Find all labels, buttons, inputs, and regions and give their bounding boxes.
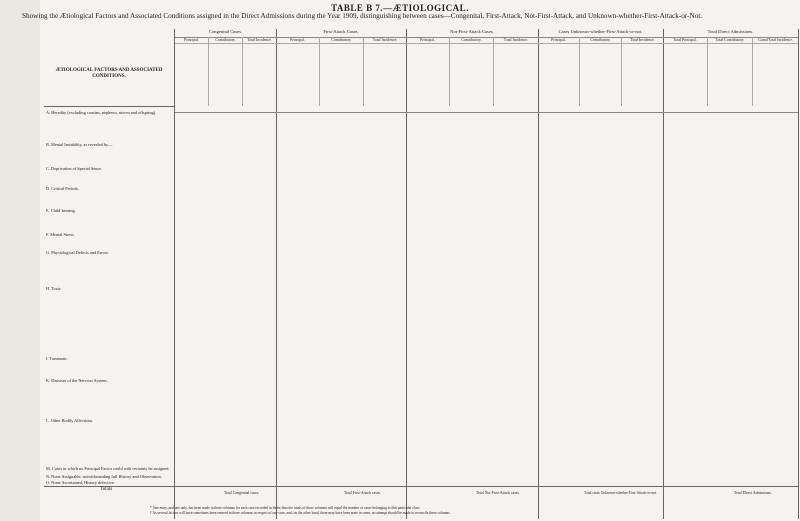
section-label: A. Heredity (excluding cousins, nephews, nieces and offspring).	[46, 110, 157, 115]
mft-row	[406, 106, 538, 113]
sub-label: Principal.	[175, 37, 208, 44]
mft-row	[175, 106, 276, 113]
row-header-label: ÆTIOLOGICAL FACTORS AND ASSOCIATED CONDITIONS.	[55, 68, 163, 79]
sub-contributory	[450, 37, 494, 106]
group-unknown	[538, 29, 664, 519]
footnote: † As several factors will have sometimes been entered in these columns in respect of one case, and, on the other hand, there may have been none in some, no attempt should be made to reconcile these columns.	[150, 511, 451, 515]
group-first-attack	[276, 29, 407, 519]
total-not-first-attack-label: Total Not-First-Attack cases.	[476, 491, 520, 495]
section-label: K. Diseases of the Nervous System.	[46, 378, 108, 383]
row-header	[44, 36, 175, 107]
sub-total	[622, 37, 663, 106]
sub-contributory	[708, 37, 753, 106]
table-title: TABLE B 7.—ÆTIOLOGICAL.	[331, 3, 469, 13]
mft-row	[276, 106, 406, 113]
sub-principal	[175, 37, 209, 106]
group-total-direct	[663, 29, 799, 519]
sub-contributory	[580, 37, 622, 106]
sub-label: Total Incidence.	[494, 37, 538, 44]
sub-label: Contributory.	[580, 37, 621, 44]
group-label: First-Attack Cases.	[276, 29, 406, 38]
sub-total	[753, 37, 798, 106]
table-subtitle: Showing the Ætiological Factors and Associated Conditions assigned in the Direct Admissions during the Year 1909, distinguishing between cases—Congenital, First-Attack, Not-First-Attack, and Unknown-whether-First-Attack-or-Not.	[22, 12, 703, 20]
sub-label: Total Contributory.	[708, 37, 752, 44]
section-label: C. Deprivation of Special Sense.	[46, 166, 103, 171]
section-label: I. Traumatic.	[46, 356, 69, 361]
mft-row	[538, 106, 663, 113]
sub-label: Total Principal.	[663, 37, 707, 44]
section-label: B. Mental Instability, as revealed by—	[46, 142, 113, 147]
group-not-first-attack	[406, 29, 539, 519]
sub-label: Grand Total Incidence.	[753, 37, 798, 44]
data-grid	[174, 29, 799, 519]
sub-label: Contributory.	[320, 37, 363, 44]
sub-contributory	[320, 37, 364, 106]
sub-label: Principal.	[276, 37, 319, 44]
group-label: Congenital Cases.	[175, 29, 276, 38]
sub-principal	[406, 37, 450, 106]
sub-principal	[663, 37, 708, 106]
sub-total	[364, 37, 406, 106]
sub-label: Principal.	[538, 37, 579, 44]
sub-label: Principal.	[406, 37, 449, 44]
totals-label: Totals	[100, 487, 113, 492]
sub-label: Total Incidence.	[622, 37, 663, 44]
section-label: D. Critical Periods.	[46, 186, 80, 191]
sub-contributory	[209, 37, 243, 106]
mft-row	[663, 106, 798, 113]
sub-total	[243, 37, 276, 106]
page-gutter	[0, 0, 40, 521]
sub-label: Total Incidence.	[243, 37, 276, 44]
sub-label: Contributory.	[209, 37, 242, 44]
section-label: F. Mental Stress.	[46, 232, 75, 237]
total-first-attack-label: Total First-Attack cases.	[344, 491, 381, 495]
total-congenital-label: Total Congenital cases.	[224, 491, 260, 495]
sub-label: Total Incidence.	[364, 37, 406, 44]
sub-principal	[538, 37, 580, 106]
group-label: Cases Unknown-whether-First-Attack-or-not.	[538, 29, 663, 38]
section-label: G. Physiological Defects and Errors.	[46, 250, 110, 255]
section-label: E. Child-bearing.	[46, 208, 76, 213]
sub-principal	[276, 37, 320, 106]
group-congenital	[175, 29, 277, 519]
section-label: N. None Assignable, notwithstanding full History and Observation.	[46, 474, 162, 479]
section-label: L. Other Bodily Affections.	[46, 418, 94, 423]
sub-label: Contributory.	[450, 37, 493, 44]
sub-total	[494, 37, 538, 106]
section-label: M. Cases in which no Principal Factor could with certainty be assigned.	[46, 466, 170, 471]
footnote: * One entry, and one only, has been made in these columns for each case recorded in them; thus the totals of these columns will equal the number of cases belonging to that particular class.	[150, 506, 421, 510]
section-label: H. Toxic.	[46, 286, 62, 291]
total-unknown-label: Total cases Unknown-whether-First-Attack-or-not.	[584, 491, 657, 495]
section-label: O. None Ascertained, History defective.	[46, 480, 115, 485]
group-label: Total Direct Admissions.	[663, 29, 798, 38]
group-label: Not-First-Attack Cases.	[406, 29, 538, 38]
total-direct-label: Total Direct Admissions.	[734, 491, 772, 495]
